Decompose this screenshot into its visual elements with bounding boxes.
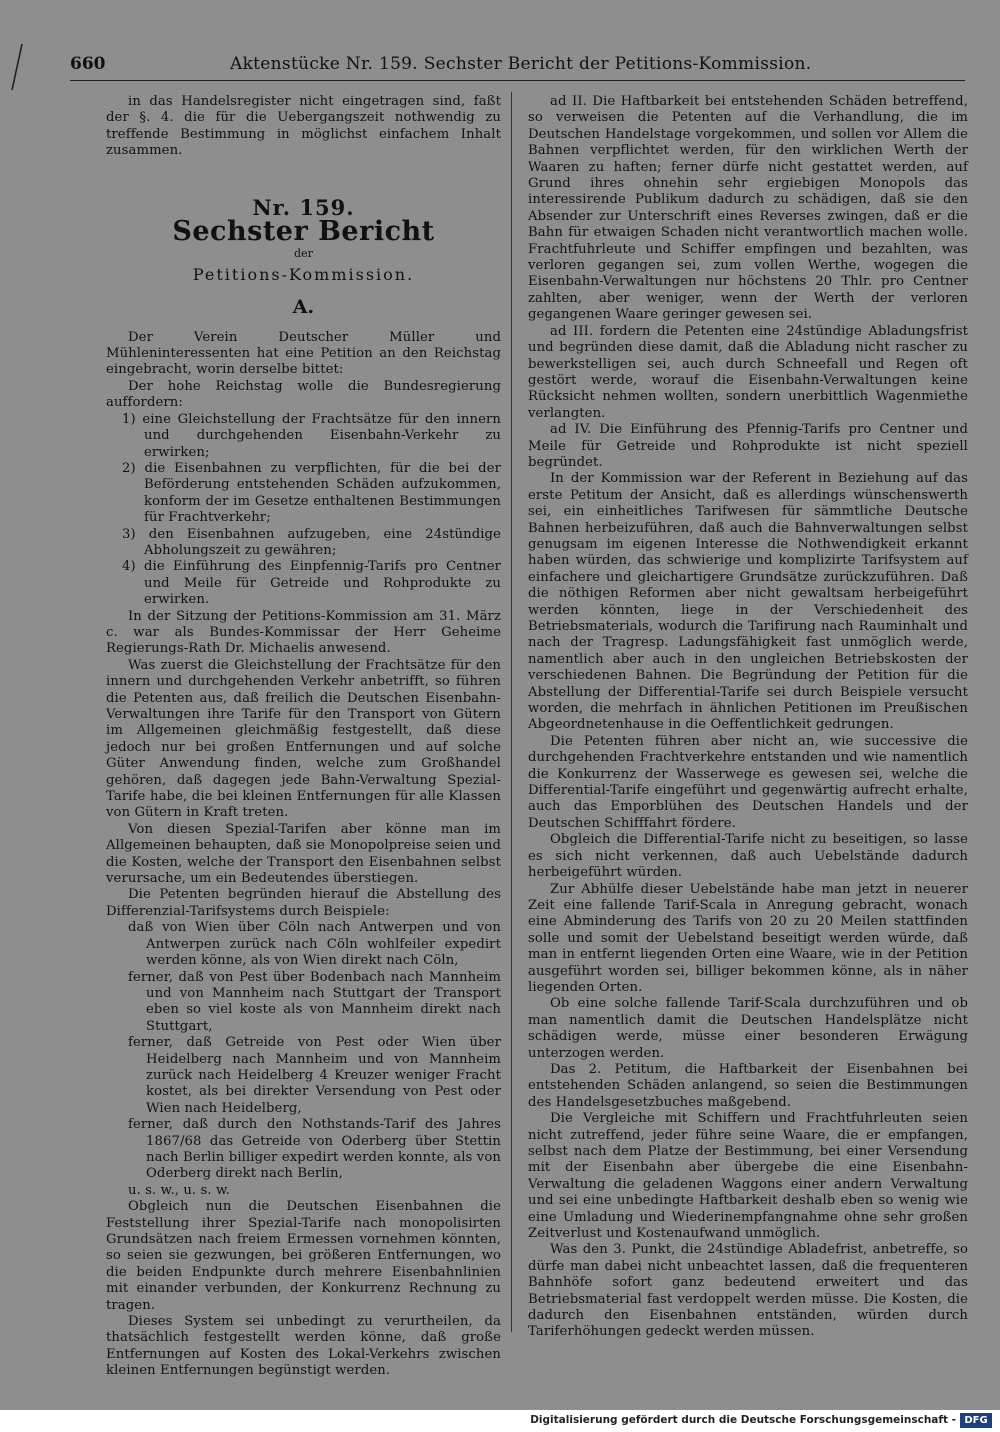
- example-item: ferner, daß durch den Nothstands-Tarif des Jahres 1867/68 das Getreide von Oderberg über Stettin nach Berlin billiger expedirt werden konnte, als von Oderberg direkt nach Berlin,: [128, 1117, 501, 1182]
- left-column: [106, 94, 501, 1380]
- paragraph: Zur Abhülfe dieser Uebelstände habe man jetzt in neuerer Zeit eine fallende Tarif-Scala in Anregung gebracht, wonach eine Abminderung des Tarifs von 20 zu 20 Meilen stattfinden solle und somit der Uebelstand beseitigt werden würde, daß man in entfernt liegenden Orten eine Waare, wie in der Petition ausgeführt worden sei, billiger bekommen könne, als in näher liegenden Orten.: [528, 881, 968, 995]
- dfg-logo-icon: DFG: [960, 1413, 992, 1428]
- margin-mark: [8, 42, 26, 92]
- paragraph: ad III. fordern die Petenten eine 24stündige Abladungsfrist und begründen diese damit, daß die Abladung nicht rascher zu bewerkstelligen sei, auch durch Schneefall und Regen oft gestört werde, worauf die Eisenbahn-Verwaltungen keine Rücksicht nehmen wollten, sondern unerbittlich Wagenmiethe verlangten.: [528, 323, 968, 421]
- right-column: [528, 94, 968, 1341]
- document-number: Nr. 159.: [252, 194, 355, 220]
- paragraph: Was zuerst die Gleichstellung der Frachtsätze für den innern und durchgehenden Verkehr anbetrifft, so führen die Petenten aus, daß freilich die Deutschen Eisenbahn-Verwaltungen ihre Tarife für den Transport von Gütern im Allgemeinen gleichmäßig festgestellt, daß diese jedoch nur bei großen Entfernungen und auf solche Güter Anwendung finden, welche zum Großhandel gehören, daß dagegen jede Bahn-Verwaltung Spezial-Tarife habe, die bei kleinen Entfernungen für alle Klassen von Gütern in Kraft treten.: [106, 657, 501, 821]
- section-heading: A.: [292, 296, 315, 319]
- document-title-block: [106, 194, 501, 319]
- footer-credit: Digitalisierung gefördert durch die Deutsche Forschungsgemeinschaft -: [530, 1414, 956, 1426]
- paragraph: In der Kommission war der Referent in Beziehung auf das erste Petitum der Ansicht, daß es allerdings wünschenswerth sei, ein einheitliches Tarifwesen für sämmtliche Deutsche Bahnen herbeizuführen, daß auch die Bahnverwaltungen selbst genugsam im eigenen Interesse die Nothwendigkeit erkannt haben würden, das schwierige und komplizirte Tarifsystem auf einfachere und gleichartigere Grundsätze zurückzuführen. Daß die nöthigen Reformen aber nicht gewaltsam herbeigeführt werden könnten, liege in der Verschiedenheit des Betriebsmaterials, wodurch die Tarifirung nach Rauminhalt und nach der Tragresp. Ladungsfähigkeit fast unmöglich werde, namentlich aber auch in den ungleichen Betriebskosten der verschiedenen Bahnen. Die Begründung der Petition für die Abstellung der Differential-Tarife sei durch Beispiele versucht worden, die mehrfach in ähnlichen Petitionen im Preußischen Abgeordnetenhause in die Oeffentlichkeit gedrungen.: [528, 471, 968, 733]
- paragraph: Der hohe Reichstag wolle die Bundesregierung auffordern:: [106, 378, 501, 411]
- paragraph: Obgleich die Differential-Tarife nicht zu beseitigen, so lasse es sich nicht verkennen, daß auch Uebelstände dadurch herbeigeführt würden.: [528, 832, 968, 881]
- page-number: 660: [70, 54, 106, 74]
- intro-paragraph: in das Handelsregister nicht eingetragen sind, faßt der §. 4. die für die Uebergangszeit nothwendig zu treffende Bestimmung in möglichst einfachem Inhalt zusammen.: [106, 94, 501, 159]
- page-header: [70, 48, 965, 81]
- example-item: ferner, daß von Pest über Bodenbach nach Mannheim und von Mannheim nach Stuttgart der Transport eben so viel koste als von Mannheim direkt nach Stuttgart,: [128, 969, 501, 1034]
- paragraph: Das 2. Petitum, die Haftbarkeit der Eisenbahnen bei entstehenden Schäden anlangend, so seien die Bestimmungen des Handelsgesetzbuches maßgebend.: [528, 1061, 968, 1110]
- paragraph: Was den 3. Punkt, die 24stündige Abladefrist, anbetreffe, so dürfe man dabei nicht unbeachtet lassen, daß die frequenteren Bahnhöfe sofort ganz bedeutend erweitert und das Betriebsmaterial fast verdoppelt werden müsse. Die Kosten, die dadurch den Eisenbahnen entständen, würden durch Tariferhöhungen gedeckt werden müssen.: [528, 1242, 968, 1340]
- paragraph: Von diesen Spezial-Tarifen aber könne man im Allgemeinen behaupten, daß sie Monopolpreise seien und die Kosten, welche der Transport den Eisenbahnen selbst verursache, um ein Bedeutendes überstiegen.: [106, 821, 501, 887]
- paragraph: ad II. Die Haftbarkeit bei entstehenden Schäden betreffend, so verweisen die Petenten auf die Verhandlung, die im Deutschen Handelstage vorgekommen, und sollen vor Allem die Bahnen verpflichtet werden, für den wirklichen Werth der Waaren zu haften; ferner dürfe nicht gestattet werden, auf Grund ihres ohnehin sehr ergiebigen Monopols das interessirende Publikum dadurch zu schädigen, daß sie den Absender zur Unterschrift eines Reverses zwingen, daß er die Bahn für etwaigen Schaden nicht verantwortlich machen wolle. Frachtfuhrleute und Schiffer empfingen und bezahlten, was verloren gegangen sei, zum vollen Werthe, wogegen die Eisenbahn-Verwaltungen nur höchstens 20 Thlr. pro Centner zahlten, aber weniger, wenn der Werth der verloren gegangenen Waare geringer gewesen sei.: [528, 94, 968, 323]
- paragraph: Dieses System sei unbedingt zu verurtheilen, da thatsächlich festgestellt werden könne, daß große Entfernungen auf Kosten des Lokal-Verkehrs zwischen kleinen Entfernungen begünstigt werden.: [106, 1314, 501, 1379]
- request-item: 4) die Einführung des Einpfennig-Tarifs pro Centner und Meile für Getreide und Rohprodukte zu erwirken.: [122, 559, 501, 608]
- example-item: u. s. w., u. s. w.: [128, 1182, 231, 1198]
- paragraph: Die Petenten führen aber nicht an, wie successive die durchgehenden Frachtverkehre entstanden und wie namentlich die Konkurrenz der Wasserwege es gewesen sei, welche die Differential-Tarife eingeführt und gegenwärtig aufrecht erhalte, auch das Emporblühen des Deutschen Handels und der Deutschen Schifffahrt fördere.: [528, 733, 968, 831]
- running-title: Aktenstücke Nr. 159. Sechster Bericht der Petitions-Kommission.: [230, 54, 812, 74]
- request-item: 2) die Eisenbahnen zu verpflichten, für die bei der Beförderung entstehenden Schäden aufzukommen, konform der im Gesetze enthaltenen Bestimmungen für Frachtverkehr;: [122, 460, 501, 526]
- paragraph: Ob eine solche fallende Tarif-Scala durchzuführen und ob man namentlich damit die Deutschen Handelsplätze nicht schädigen werde, müsse einer besonderen Erwägung unterzogen werden.: [528, 996, 968, 1061]
- document-commission: Petitions-Kommission.: [192, 264, 415, 284]
- request-item: 1) eine Gleichstellung der Frachtsätze für den innern und durchgehenden Eisenbahn-Verkehr zu erwirken;: [122, 411, 501, 460]
- footer: [0, 1410, 1000, 1432]
- paragraph: Der Verein Deutscher Müller und Mühleninteressenten hat eine Petition an den Reichstag eingebracht, worin derselbe bittet:: [106, 329, 501, 378]
- paragraph: Die Vergleiche mit Schiffern und Frachtfuhrleuten seien nicht zutreffend, jeder führe seine Waare, die er empfangen, selbst nach dem Platze der Bestimmung, bei einer Versendung mit der Eisenbahn aber übergebe die eine Eisenbahn-Verwaltung die geladenen Waggons einer andern Verwaltung und sei eine unbedingte Haftbarkeit deshalb eben so wenig wie eine Umladung und Wiederinempfangnahme ohne sehr großen Zeitverlust und Kostenaufwand unmöglich.: [528, 1111, 968, 1242]
- request-item: 3) den Eisenbahnen aufzugeben, eine 24stündige Abholungszeit zu gewähren;: [122, 526, 501, 558]
- column-divider: [511, 92, 512, 1332]
- paragraph: ad IV. Die Einführung des Pfennig-Tarifs pro Centner und Meile für Getreide und Rohprodukte ist nicht speziell begründet.: [528, 422, 968, 470]
- paragraph: Die Petenten begründen hierauf die Abstellung des Differenzial-Tarifsystems durch Beispiele:: [106, 887, 501, 919]
- example-item: daß von Wien über Cöln nach Antwerpen und von Antwerpen zurück nach Cöln wohlfeiler expedirt werden könne, als von Wien direkt nach Cöln,: [128, 920, 501, 969]
- document-der: der: [293, 247, 314, 261]
- document-title: Sechster Bericht: [172, 216, 435, 248]
- example-item: ferner, daß Getreide von Pest oder Wien über Heidelberg nach Mannheim und von Mannheim zurück nach Heidelberg 4 Kreuzer weniger Fracht kostet, als bei direkter Versendung von Pest oder Wien nach Heidelberg,: [128, 1035, 501, 1116]
- paragraph: Obgleich nun die Deutschen Eisenbahnen die Feststellung ihrer Spezial-Tarife nach monopolisirten Grundsätzen nach freiem Ermessen vornehmen könnten, so seien sie gezwungen, bei größeren Entfernungen, wo die beiden Endpunkte durch mehrere Eisenbahnlinien mit einander verbunden, der Konkurrenz Rechnung zu tragen.: [106, 1199, 501, 1313]
- paragraph: In der Sitzung der Petitions-Kommission am 31. März c. war als Bundes-Kommissar der Herr Geheime Regierungs-Rath Dr. Michaelis anwesend.: [106, 608, 501, 657]
